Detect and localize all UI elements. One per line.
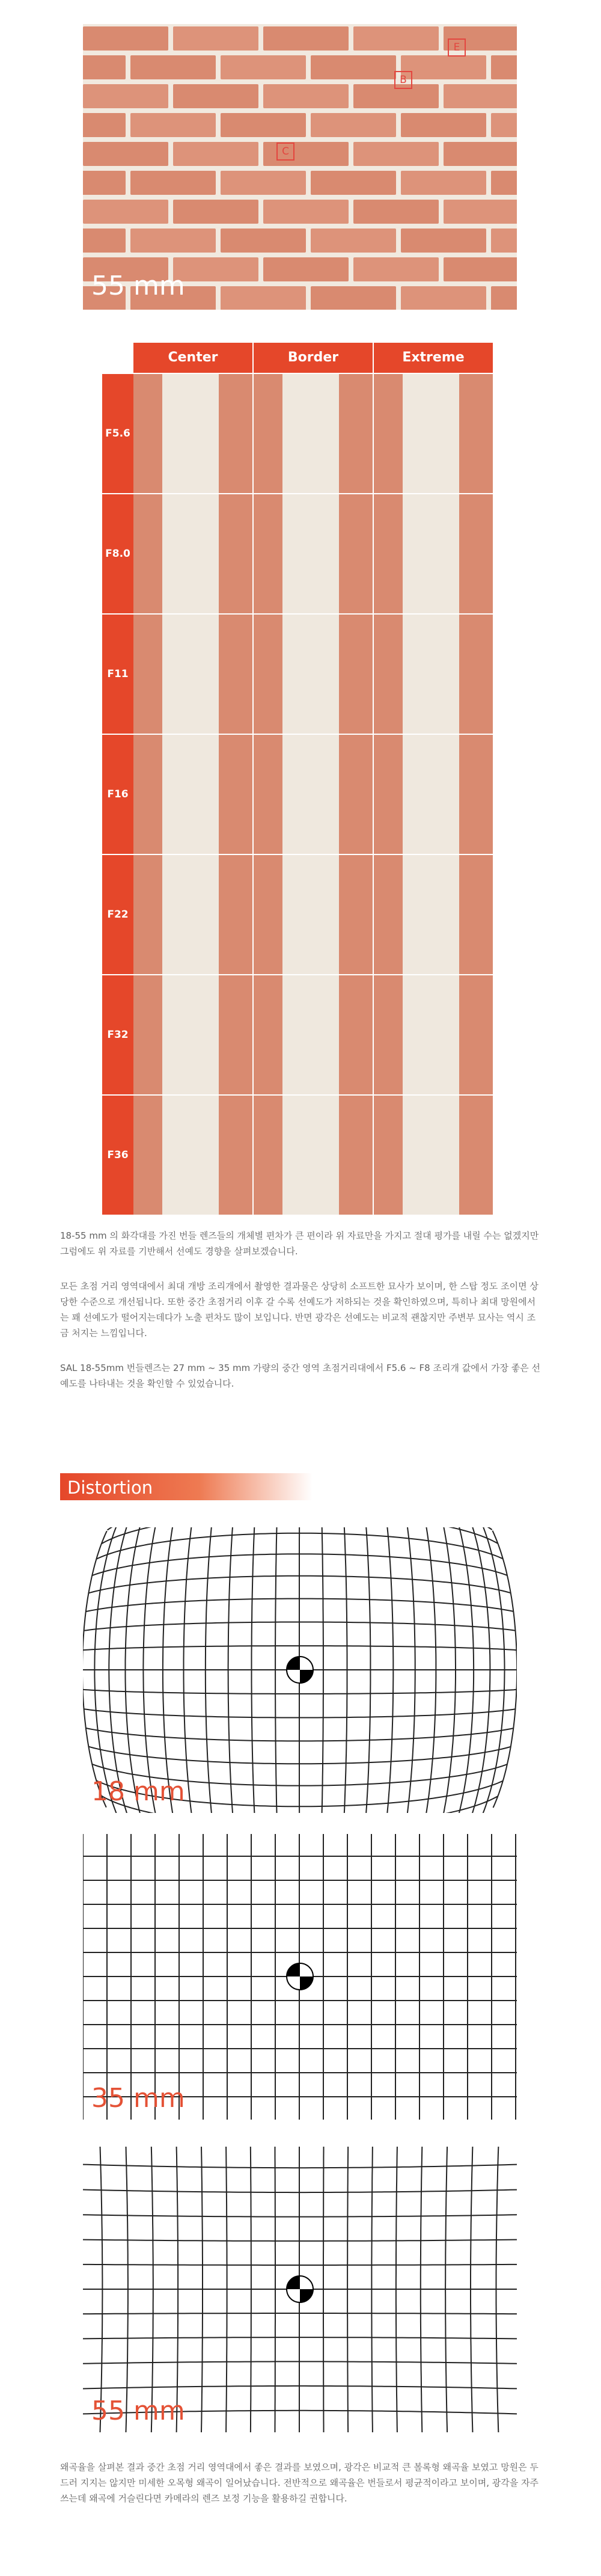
brick-edge	[459, 374, 493, 493]
distortion-heading	[60, 1473, 313, 1500]
row-label-f32	[102, 975, 133, 1094]
mortar-joint	[282, 494, 339, 613]
crop-border	[254, 975, 373, 1094]
brick-row	[83, 228, 517, 253]
mortar-joint	[403, 855, 459, 974]
brick-row	[83, 200, 517, 224]
brick-edge	[459, 975, 493, 1094]
column-header-border: Border	[254, 343, 373, 373]
aperture-label: F5.6	[105, 428, 130, 440]
brick-edge	[219, 615, 252, 734]
brick	[444, 257, 517, 281]
mortar-joint	[282, 855, 339, 974]
brick	[263, 257, 349, 281]
brick	[221, 55, 306, 79]
brick-edge	[339, 615, 373, 734]
crop-extreme	[374, 615, 493, 734]
row-label-f56	[102, 374, 133, 493]
brick-edge	[219, 855, 252, 974]
aperture-label: F36	[107, 1149, 129, 1161]
row-label-f16	[102, 735, 133, 854]
brick	[263, 84, 349, 108]
brick-row	[83, 142, 517, 166]
mortar-joint	[403, 494, 459, 613]
brick	[491, 55, 517, 79]
brick	[130, 228, 216, 253]
mortar-joint	[282, 374, 339, 493]
mortar-joint	[162, 735, 219, 854]
crop-border	[254, 615, 373, 734]
mortar-joint	[282, 615, 339, 734]
crop-center	[133, 615, 252, 734]
brick-edge	[459, 615, 493, 734]
brick	[130, 171, 216, 195]
brick-edge	[374, 374, 403, 493]
mortar-joint	[162, 494, 219, 613]
brick-edge	[374, 494, 403, 613]
brick	[311, 171, 396, 195]
brick-edge	[374, 855, 403, 974]
mortar-joint	[403, 1096, 459, 1215]
aperture-label: F22	[107, 909, 129, 921]
crop-center	[133, 975, 252, 1094]
brick	[263, 200, 349, 224]
brick-edge	[254, 735, 282, 854]
brick-edge	[254, 1096, 282, 1215]
brick	[311, 113, 396, 137]
mortar-joint	[162, 374, 219, 493]
crop-center	[133, 855, 252, 974]
grid-caption-35mm: 35 mm	[91, 2083, 185, 2114]
brick	[401, 171, 486, 195]
aperture-label: F16	[107, 788, 129, 800]
brick-edge	[219, 494, 252, 613]
brick-row	[83, 171, 517, 195]
brick-edge	[133, 735, 162, 854]
brick	[83, 113, 126, 137]
center-target	[287, 2276, 313, 2302]
mortar-joint	[403, 975, 459, 1094]
brick-edge	[339, 975, 373, 1094]
brick-edge	[254, 975, 282, 1094]
crop-extreme	[374, 975, 493, 1094]
brick-edge	[133, 494, 162, 613]
brick	[401, 55, 486, 79]
brick-edge	[339, 855, 373, 974]
brick	[130, 55, 216, 79]
brick	[444, 200, 517, 224]
brick	[221, 286, 306, 310]
brick-edge	[219, 735, 252, 854]
brick	[173, 142, 258, 166]
brick-edge	[459, 735, 493, 854]
distortion-grid-55mm	[83, 2147, 517, 2432]
crop-border	[254, 494, 373, 613]
brick	[353, 26, 439, 51]
mortar-joint	[282, 975, 339, 1094]
brick	[401, 113, 486, 137]
brick	[444, 142, 517, 166]
aperture-label: F8.0	[105, 548, 130, 560]
center-target	[287, 1963, 313, 1990]
brick-edge	[254, 494, 282, 613]
brick	[173, 200, 258, 224]
brick	[173, 257, 258, 281]
brick-edge	[374, 1096, 403, 1215]
mortar-joint	[282, 1096, 339, 1215]
crop-border	[254, 1096, 373, 1215]
brick-edge	[339, 374, 373, 493]
brick	[491, 171, 517, 195]
distortion-heading-text: Distortion	[67, 1477, 153, 1498]
column-header-extreme: Extreme	[374, 343, 493, 373]
row-label-f11	[102, 615, 133, 734]
brick	[130, 113, 216, 137]
brick	[83, 171, 126, 195]
brick	[173, 26, 258, 51]
row-label-f22	[102, 855, 133, 974]
marker-b: B	[394, 71, 412, 89]
brick	[83, 55, 126, 79]
brick	[353, 200, 439, 224]
crop-center	[133, 374, 252, 493]
brick-row	[83, 84, 517, 108]
brick	[491, 286, 517, 310]
brick	[491, 113, 517, 137]
brick	[83, 142, 168, 166]
brick-edge	[219, 975, 252, 1094]
brick-edge	[254, 615, 282, 734]
crop-center	[133, 494, 252, 613]
row-label-f80	[102, 494, 133, 613]
crop-extreme	[374, 374, 493, 493]
brick-edge	[374, 615, 403, 734]
brick	[311, 55, 396, 79]
center-target	[287, 1657, 313, 1683]
brick	[491, 228, 517, 253]
crop-extreme	[374, 735, 493, 854]
mortar-joint	[162, 1096, 219, 1215]
sharpness-paragraph-2: 모든 초점 거리 영역대에서 최대 개방 조리개에서 촬영한 결과물은 상당히 소프트한 묘사가 보이며, 한 스탑 정도 조이면 상당한 수준으로 개선됩니다. 또한 중간 초점거리 이후 갈 수록 선예도가 저하되는 것을 확인하였으며, 특히나 최대 망원에서는 꽤 선예도가 떨어지는데다가 노출 편차도 많이 보입니다. 반면 광각은 선예도는 비교적 괜찮지만 주변부 묘사는 역시 조금 처지는 느낌입니다.	[60, 1281, 538, 1339]
distortion-paragraph: 왜곡율을 살펴본 결과 중간 초점 거리 영역대에서 좋은 결과를 보였으며, 광각은 비교적 큰 볼록형 왜곡율 보였고 망원은 두드러 지지는 않지만 미세한 오목형 왜곡이 일어났습니다. 전반적으로 왜곡율은 번들로서 평균적이라고 보이며, 광각을 자주 쓰는데 왜곡에 거슬린다면 카메라의 렌즈 보정 기능을 활용하길 권합니다.	[60, 2462, 539, 2504]
grid-caption-55mm: 55 mm	[91, 2396, 185, 2426]
aperture-label: F11	[107, 668, 129, 680]
sharpness-paragraph-3: SAL 18-55mm 번들렌즈는 27 mm ~ 35 mm 가량의 중간 영역 초점거리대에서 F5.6 ~ F8 조리개 값에서 가장 좋은 선예도를 나타내는 것을 확인할 수 있었습니다.	[60, 1363, 540, 1389]
brick	[83, 26, 168, 51]
brick-edge	[133, 374, 162, 493]
brick	[83, 200, 168, 224]
brick	[173, 84, 258, 108]
brick-edge	[459, 494, 493, 613]
brick-edge	[459, 855, 493, 974]
crop-border	[254, 735, 373, 854]
mortar-joint	[403, 374, 459, 493]
brick-row	[83, 113, 517, 137]
brick	[263, 26, 349, 51]
brick-edge	[133, 975, 162, 1094]
brick-edge	[459, 1096, 493, 1215]
brick	[353, 257, 439, 281]
mortar-joint	[162, 855, 219, 974]
mortar-joint	[403, 615, 459, 734]
brick-edge	[254, 374, 282, 493]
mortar-joint	[282, 735, 339, 854]
brick	[221, 171, 306, 195]
marker-e: E	[448, 38, 466, 57]
brick	[221, 228, 306, 253]
crop-extreme	[374, 494, 493, 613]
row-label-f36	[102, 1096, 133, 1215]
brick-edge	[254, 855, 282, 974]
brick	[311, 228, 396, 253]
brick	[401, 286, 486, 310]
distortion-grid-18mm	[83, 1527, 517, 1813]
brick-edge	[339, 494, 373, 613]
grid-caption-18mm: 18 mm	[91, 1776, 185, 1807]
crop-extreme	[374, 1096, 493, 1215]
mortar-joint	[162, 975, 219, 1094]
crop-center	[133, 1096, 252, 1215]
brick-test-photo	[83, 24, 517, 310]
brick	[401, 228, 486, 253]
brick	[221, 113, 306, 137]
brick	[353, 142, 439, 166]
crop-border	[254, 374, 373, 493]
brick-edge	[374, 975, 403, 1094]
brick-edge	[374, 735, 403, 854]
distortion-grid-35mm	[83, 1834, 517, 2120]
column-header-center: Center	[133, 343, 252, 373]
sharpness-paragraph-1: 18-55 mm 의 화각대를 가진 번들 렌즈들의 개체별 편차가 큰 편이라 위 자료만을 가지고 절대 평가를 내릴 수는 없겠지만 그럼에도 위 자료를 기반해서 선예도 경향을 살펴보겠습니다.	[60, 1230, 539, 1257]
brick-edge	[339, 735, 373, 854]
aperture-label: F32	[107, 1029, 129, 1041]
brick-edge	[219, 1096, 252, 1215]
brick-edge	[133, 615, 162, 734]
brick	[311, 286, 396, 310]
mortar-joint	[403, 735, 459, 854]
crop-extreme	[374, 855, 493, 974]
photo-caption: 55 mm	[91, 271, 185, 301]
crop-center	[133, 735, 252, 854]
brick	[444, 84, 517, 108]
brick-row	[83, 55, 517, 79]
mortar-joint	[162, 615, 219, 734]
crop-border	[254, 855, 373, 974]
brick-edge	[339, 1096, 373, 1215]
brick-edge	[133, 1096, 162, 1215]
brick	[83, 84, 168, 108]
brick	[83, 228, 126, 253]
brick-edge	[219, 374, 252, 493]
marker-c: C	[276, 143, 294, 161]
brick-edge	[133, 855, 162, 974]
